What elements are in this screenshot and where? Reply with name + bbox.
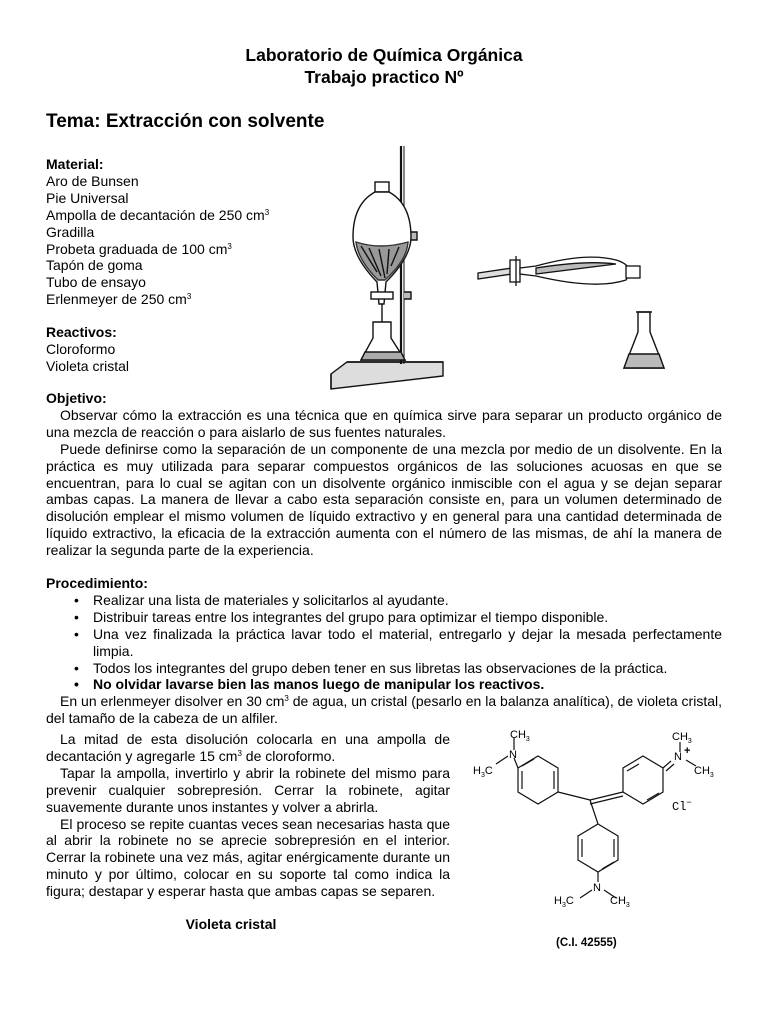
procedimiento-list — [46, 592, 722, 693]
methyl-label: $CH_3$ — [510, 729, 530, 743]
topic-title: Tema: Extracción con solvente — [46, 111, 325, 132]
procedimiento-heading: Procedimiento: — [46, 575, 148, 591]
objetivo-section — [46, 390, 722, 559]
methyl-label: $H_3C$ — [473, 765, 493, 779]
procedimiento-paragraph: El proceso se repite cuantas veces sean necesarias hasta que al abrir la robinete no se aprecie sobrepresión en el interior. Cerrar la robinete una vez más, agitar enérgicamente durante un minuto y por último, colocar en su soporte tal como indica la figura; destapar y esperar hasta que ambas capas se separen. — [46, 815, 450, 900]
procedimiento-section — [46, 575, 722, 727]
list-item: • Distribuir tareas entre los integrantes del grupo para optimizar el tiempo disponible. — [46, 609, 722, 626]
procedimiento-paragraph: La mitad de esta disolución colocarla en una ampolla de decantación y agregarle 15 $cm^3$ de cloroformo. — [46, 731, 450, 764]
chloride-label: Cl− — [672, 798, 692, 814]
methyl-label: $CH_3$ — [610, 895, 630, 909]
material-item: Pie Universal — [46, 189, 129, 206]
reactivo-item: Violeta cristal — [46, 357, 130, 374]
material-section — [46, 156, 269, 375]
procedimiento-paragraph: En un erlenmeyer disolver en 30 $cm^3$ de agua, un cristal (pesarlo en la balanza analítica), de violeta cristal, del tamaño de la cabeza de un alfiler. — [46, 693, 723, 727]
objetivo-paragraph: Puede definirse como la separación de un componente de una mezcla por medio de un disolvente. En la práctica es muy utilizada para separar compuestos orgánicos de las soluciones acuosas en que se encuentran, para lo cual se agitan con un disolvente orgánico inmiscible con el agua y se dejan separar ambas capas. La manera de llevar a cabo esta separación consiste en, para un volumen determinado de disolución emplear el mismo volumen de líquido extractivo y en general para una cantidad determinada de líquido extractivo, la eficacia de la extracción aumenta con el número de las mismas, de ahí la manera de realizar la segunda parte de la experiencia. — [46, 440, 722, 559]
reactivos-heading: Reactivos: — [46, 324, 117, 341]
methyl-label: $H_3C$ — [554, 895, 574, 909]
methyl-label: $CH_3$ — [672, 731, 692, 745]
material-item: Erlenmeyer de 250 $cm^3$ — [46, 291, 192, 308]
procedimiento-paragraph: Tapar la ampolla, invertirlo y abrir la robinete del mismo para prevenir cualquier sobrepresión. Cerrar la robinete, agitar suavemente durante unos instantes y volver a abrirla. — [46, 764, 450, 815]
positive-charge-label: + — [684, 745, 691, 757]
list-item: • Realizar una lista de materiales y solicitarlos al ayudante. — [46, 592, 722, 609]
material-item: Ampolla de decantación de 250 $cm^3$ — [46, 206, 270, 223]
header-title: Laboratorio de Química Orgánica — [245, 45, 523, 65]
material-heading: Material: — [46, 156, 104, 172]
crystal-violet-structure — [468, 728, 728, 918]
separatory-funnel-stand-illustration — [325, 142, 450, 394]
erlenmeyer-flask-illustration — [620, 308, 670, 374]
nitrogen-label: N — [509, 749, 517, 761]
list-item: • Una vez finalizada la práctica lavar todo el material, entregarlo y dejar la mesada perfectamente limpia. — [46, 626, 722, 660]
material-item: Tapón de goma — [46, 257, 143, 274]
header-subtitle: Trabajo practico Nº — [304, 67, 464, 87]
list-item: • No olvidar lavarse bien las manos luego de manipular los reactivos. — [46, 676, 722, 693]
procedimiento-steps — [46, 731, 450, 900]
material-item: Gradilla — [46, 223, 95, 240]
methyl-label: $CH_3$ — [694, 765, 714, 779]
nitrogen-label: N — [674, 751, 682, 763]
material-item: Aro de Bunsen — [46, 172, 139, 189]
material-item: Tubo de ensayo — [46, 274, 146, 291]
reactivo-item: Cloroformo — [46, 341, 116, 358]
ci-number: (C.I. 42555) — [556, 937, 617, 949]
material-item: Probeta graduada de 100 $cm^3$ — [46, 240, 232, 257]
structure-caption: Violeta cristal — [185, 916, 277, 932]
nitrogen-label: N — [593, 882, 601, 894]
inverted-funnel-illustration — [476, 246, 646, 294]
list-item: • Todos los integrantes del grupo deben tener en sus libretas las observaciones de la práctica. — [46, 660, 722, 677]
objetivo-paragraph: Observar cómo la extracción es una técnica que en química sirve para separar un producto orgánico de una mezcla de reacción o para aislarlo de sus fuentes naturales. — [46, 406, 722, 440]
objetivo-heading: Objetivo: — [46, 390, 107, 406]
